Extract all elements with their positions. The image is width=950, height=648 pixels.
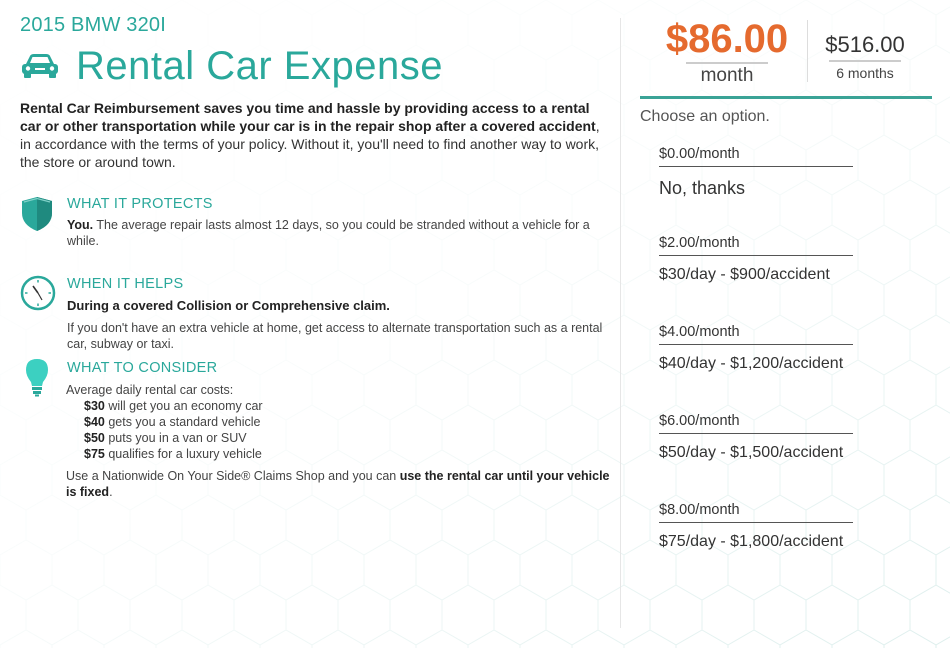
cost-item — [84, 414, 611, 430]
term-price — [820, 30, 910, 81]
intro-rest: , in accordance with the terms of your policy. Without it, you'll need to find another way to work, the store or around town. — [20, 118, 600, 170]
option-0[interactable] — [659, 146, 859, 199]
protects-heading: WHAT IT PROTECTS — [67, 196, 213, 212]
footer-pre: Use a Nationwide On Your Side® Claims Shop and you can — [66, 469, 400, 483]
footer-bold: use the rental car until your vehicle is fixed — [66, 469, 610, 499]
option-price: $4.00/month — [659, 324, 853, 345]
option-label: $40/day - $1,200/accident — [659, 355, 844, 372]
term-price-value: $516.00 — [825, 32, 905, 57]
helps-text: If you don't have an extra vehicle at home, get access to alternate transportation such as a rental car, subway or taxi. — [67, 321, 603, 351]
cost-desc: gets you a standard vehicle — [104, 415, 261, 429]
car-icon — [20, 52, 60, 80]
consider-heading: WHAT TO CONSIDER — [67, 360, 218, 376]
cost-amount: $40 — [84, 415, 105, 429]
cost-amount: $30 — [84, 399, 105, 413]
protects-text — [67, 217, 607, 249]
monthly-price-unit: month — [686, 62, 768, 87]
cost-amount: $50 — [84, 431, 105, 445]
clock-icon — [20, 275, 56, 311]
vehicle-name: 2015 BMW 320I — [20, 14, 167, 36]
consider-body — [66, 382, 611, 500]
monthly-price-value: $86.00 — [665, 17, 789, 61]
option-3[interactable] — [659, 413, 859, 462]
helps-heading: WHEN IT HELPS — [67, 276, 184, 292]
helps-bold-line — [67, 298, 607, 314]
option-price: $8.00/month — [659, 502, 853, 523]
options-panel — [640, 0, 932, 648]
shield-icon — [20, 196, 54, 232]
cost-desc: qualifies for a luxury vehicle — [104, 447, 262, 461]
choose-label: Choose an option. — [640, 108, 770, 125]
term-price-unit: 6 months — [829, 60, 901, 81]
option-price: $6.00/month — [659, 413, 853, 434]
option-label: $75/day - $1,800/accident — [659, 533, 844, 550]
cost-desc: will get you an economy car — [104, 399, 263, 413]
option-label: No, thanks — [659, 178, 746, 198]
page-title: Rental Car Expense — [76, 43, 443, 88]
option-label: $30/day - $900/accident — [659, 266, 830, 283]
price-separator — [807, 20, 808, 82]
coverage-details — [20, 14, 610, 499]
option-price: $0.00/month — [659, 146, 853, 167]
cost-amount: $75 — [84, 447, 105, 461]
protects-desc: The average repair lasts almost 12 days, so you could be stranded without a vehicle for a while. — [67, 218, 590, 248]
option-label: $50/day - $1,500/accident — [659, 444, 844, 461]
monthly-price — [658, 16, 796, 87]
price-divider — [640, 96, 932, 99]
protects-bold: You. — [67, 218, 94, 232]
consider-lead: Average daily rental car costs: — [66, 383, 234, 397]
cost-desc: puts you in a van or SUV — [104, 431, 247, 445]
option-4[interactable] — [659, 502, 859, 551]
option-1[interactable] — [659, 235, 859, 284]
cost-item — [84, 430, 611, 446]
footer-post: . — [109, 485, 113, 499]
option-price: $2.00/month — [659, 235, 853, 256]
lightbulb-icon — [24, 358, 50, 398]
consider-footer — [66, 468, 611, 500]
helps-bold: During a covered Collision or Comprehensive claim. — [67, 298, 390, 313]
title-row — [20, 45, 610, 87]
option-2[interactable] — [659, 324, 859, 373]
cost-item — [84, 398, 611, 414]
intro-paragraph — [20, 99, 600, 171]
intro-bold: Rental Car Reimbursement saves you time and hassle by providing access to a rental car or other transportation while your car is in the repair shop after a covered accident — [20, 100, 596, 134]
column-divider — [620, 18, 621, 628]
cost-item — [84, 446, 611, 462]
cost-list — [84, 398, 611, 462]
